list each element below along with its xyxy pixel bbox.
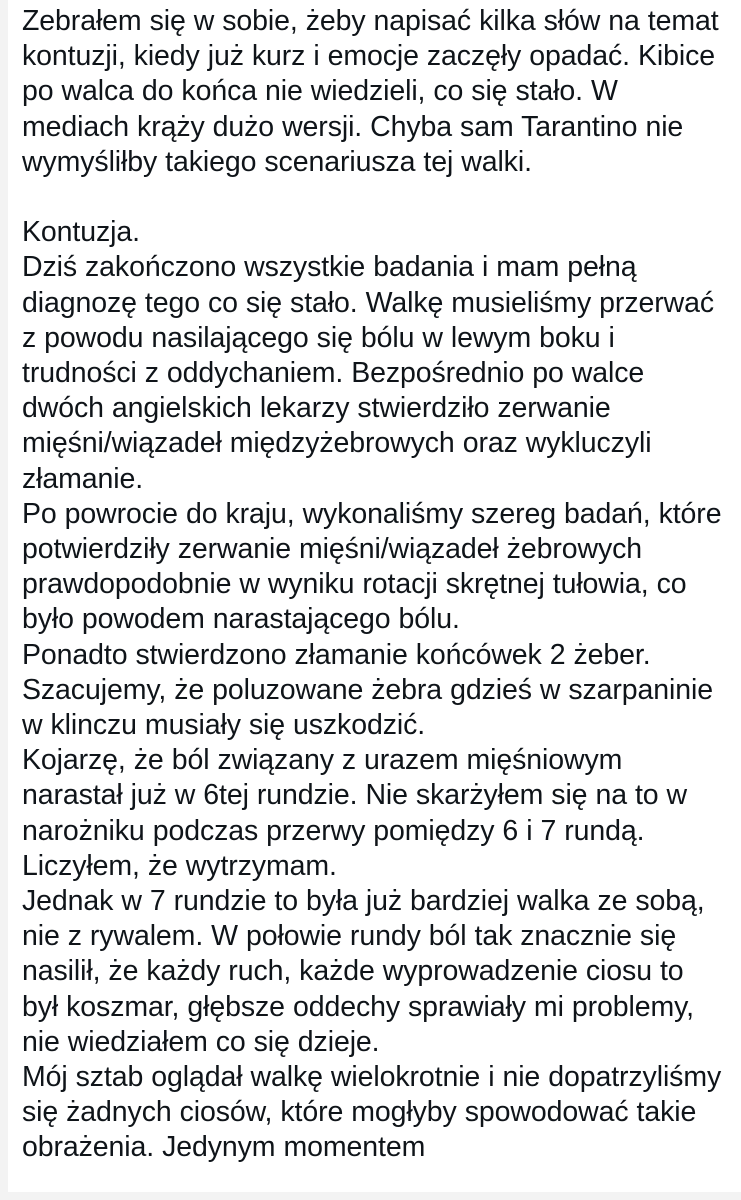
post-paragraph-badania-w-kraju: Po powrocie do kraju, wykonaliśmy szereg badań, które potwierdziły zerwanie mięśni/wiązadeł żebrowych prawdopodobnie w wyniku rotacji skrętnej tułowia, co było powodem narastającego bólu. (22, 497, 730, 636)
paragraph-spacer (22, 180, 727, 215)
post-paragraph-zlamanie-zeber: Ponadto stwierdzono złamanie końcówek 2 żeber. (22, 638, 651, 671)
post-paragraph-liczylem: Liczyłem, że wytrzymam. (22, 849, 337, 882)
post-paragraph-intro: Zebrałem się w sobie, żeby napisać kilka słów na temat kontuzji, kiedy już kurz i emocje zaczęły opadać. Kibice po walca do końca nie wiedzieli, co się stało. W mediach krąży dużo wersji. Chyba sam Tarantino nie wymyśliłby takiego scenariusza tej walki. (22, 5, 727, 178)
bottom-edge-band (0, 1192, 741, 1200)
post-paragraph-7ma-runda: Jednak w 7 rundzie to była już bardziej walka ze sobą, nie z rywalem. W połowie rundy ból tak znacznie się nasilił, że każdy ruch, każde wyprowadzenie ciosu to był koszmar, głębsze oddechy sprawiały mi problemy, nie wiedziałem co się dzieje. (22, 885, 713, 1058)
post-paragraph-heading-kontuzja: Kontuzja. (22, 216, 140, 249)
post-paragraph-szacunek-uszkodzenia: Szacujemy, że poluzowane żebra gdzieś w szarpaninie w klinczu musiały się uszkodzić. (22, 673, 722, 742)
post-paragraph-diagnoza: Dziś zakończono wszystkie badania i mam pełną diagnozę tego co się stało. Walkę musieliśmy przerwać z powodu nasilającego się bólu w lewym boku i trudności z oddychaniem. Bezpośrednio po walce dwóch angielskich lekarzy stwierdziło zerwanie mięśni/wiązadeł międzyżebrowych oraz wykluczyli złamanie. (22, 251, 723, 495)
post-paragraph-6ta-runda: Kojarzę, że ból związany z urazem mięśniowym narastał już w 6tej rundzie. Nie skarżyłem się na to w narożniku podczas przerwy pomiędzy 6 i 7 rundą. (22, 744, 696, 847)
post-paragraph-sztab-analiza: Mój sztab oglądał walkę wielokrotnie i nie dopatrzyliśmy się żadnych ciosów, które mogłyby spowodować takie obrażenia. Jedynym momentem (22, 1061, 730, 1164)
left-edge-band (0, 0, 8, 1200)
